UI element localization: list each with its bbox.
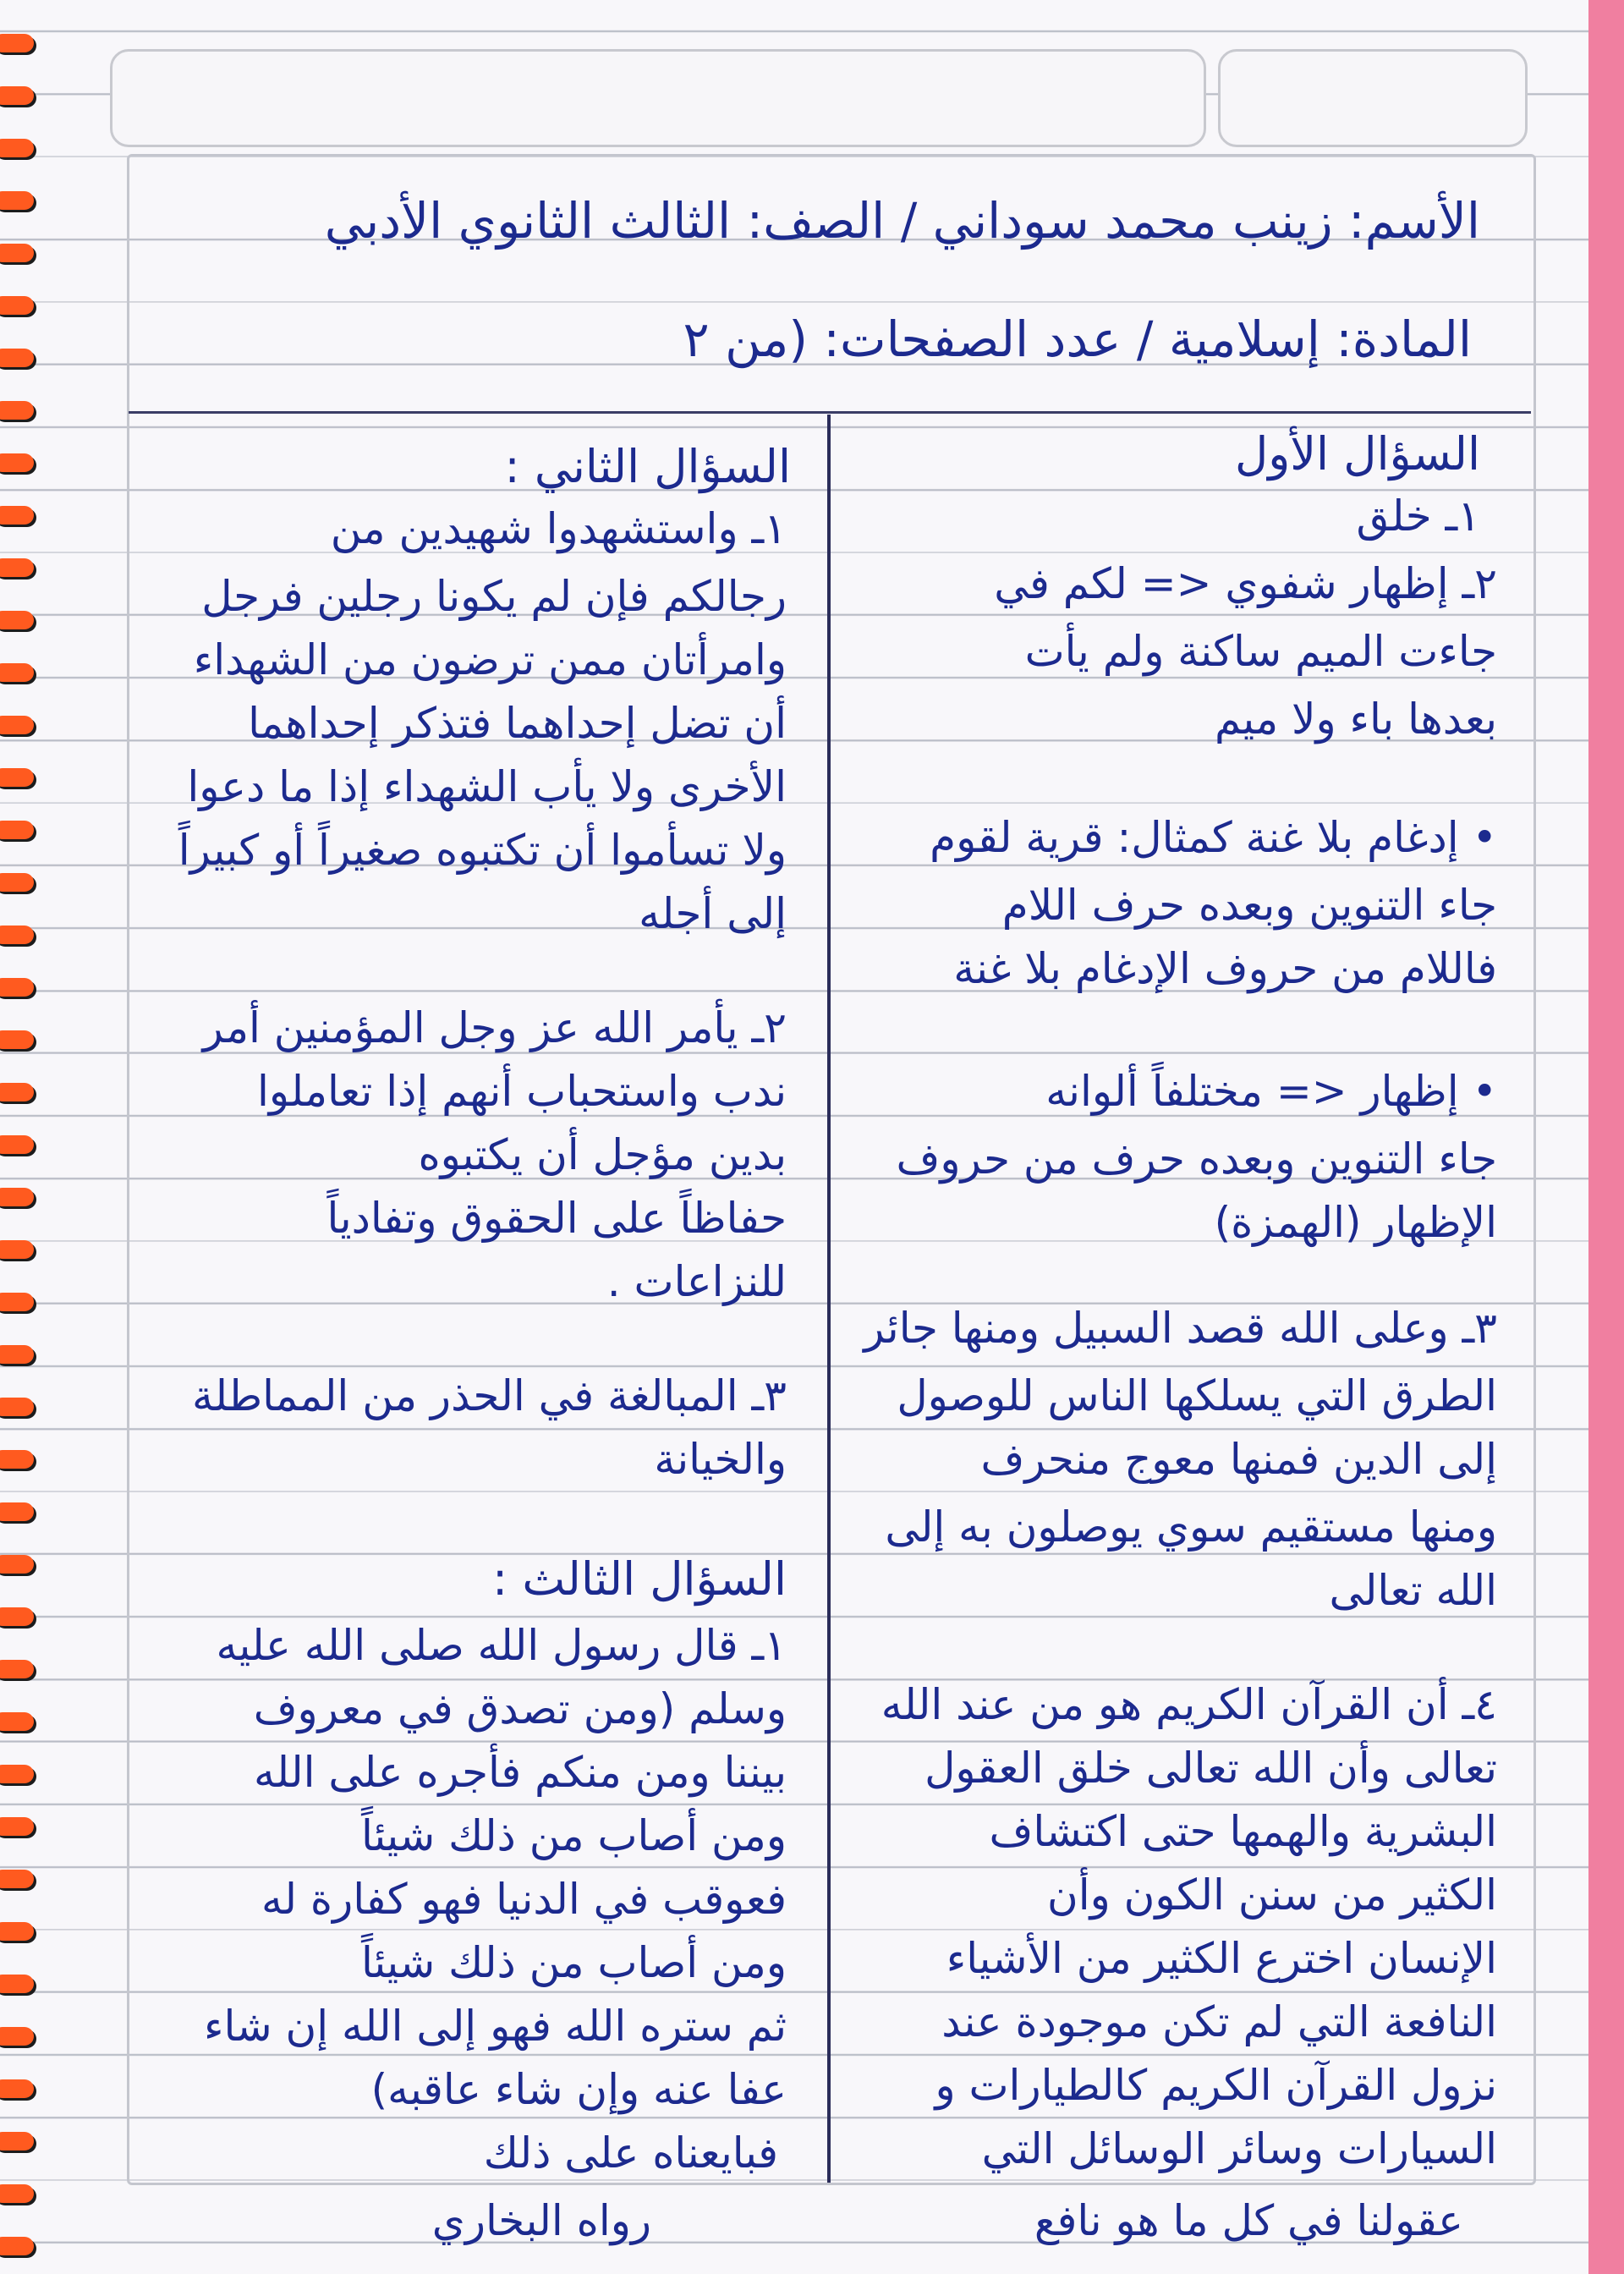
spiral-ring <box>0 1293 34 1311</box>
answer-3-line-7: ثم ستره الله فهو إلى الله إن شاء <box>203 2002 787 2051</box>
answer-2-1-line-4: أن تضل إحداهما فتذكر إحداهما <box>248 699 787 748</box>
answer-1-p4-line-9: عقولنا في كل ما هو نافع <box>1034 2196 1463 2245</box>
answer-2-3-line-2: والخيانة <box>654 1435 787 1484</box>
answer-2-2-line-1: ٢ـ يأمر الله عز وجل المؤمنين أمر <box>202 1003 787 1052</box>
spiral-ring <box>0 1555 34 1574</box>
spiral-ring <box>0 1135 34 1154</box>
spiral-ring <box>0 34 34 52</box>
spiral-ring <box>0 401 34 420</box>
answer-1-p3-line-3: إلى الدين فمنها معوج منحرف <box>980 1435 1497 1484</box>
answer-1-p4-line-4: الكثير من سنن الكون وأن <box>1046 1870 1497 1920</box>
spiral-ring <box>0 1188 34 1206</box>
answer-2-3-line-1: ٣ـ المبالغة في الحذر من المماطلة <box>191 1371 787 1420</box>
answer-1-4-line-2: جاء التنوين وبعده حرف من حروف <box>896 1134 1497 1184</box>
spiral-ring <box>0 506 34 525</box>
spiral-ring <box>0 2079 34 2098</box>
spiral-ring <box>0 1502 34 1521</box>
spiral-ring <box>0 1607 34 1626</box>
column-divider <box>827 415 831 2183</box>
spiral-ring <box>0 139 34 157</box>
answer-2-1-line-2: رجالكم فإن لم يكونا رجلين فرجل <box>201 572 787 621</box>
spiral-ring <box>0 1083 34 1101</box>
spiral-ring <box>0 2027 34 2046</box>
answer-1-1: ١ـ خلق <box>1356 492 1480 541</box>
answer-2-1-line-1: ١ـ واستشهدوا شهيدين من <box>330 504 787 553</box>
spiral-ring <box>0 978 34 997</box>
spiral-ring <box>0 1450 34 1469</box>
spiral-ring <box>0 1870 34 1888</box>
answer-1-p4-line-5: الإنسان اخترع الكثير من الأشياء <box>946 1934 1497 1983</box>
header-underline <box>129 411 1531 414</box>
answer-1-3-line-2: جاء التنوين وبعده حرف اللام <box>1001 881 1497 930</box>
answer-2-1-line-7: إلى أجله <box>639 889 787 938</box>
answer-1-p3-line-2: الطرق التي يسلكها الناس للوصول <box>897 1371 1497 1420</box>
answer-2-2-line-3: بدين مؤجل أن يكتبوه <box>418 1130 787 1179</box>
spiral-ring <box>0 1922 34 1941</box>
spiral-ring <box>0 821 34 839</box>
answer-3-line-9: فبايعناه على ذلك <box>483 2128 778 2178</box>
question-1-title: السؤال الأول <box>1234 427 1480 481</box>
answer-2-1-line-3: وامرأتان ممن ترضون من الشهداء <box>193 635 787 684</box>
answer-1-2-line-1: ٢ـ إظهار شفوي <= لكم في <box>994 559 1497 608</box>
answer-1-p4-line-7: نزول القرآن الكريم كالطيارات و <box>935 2061 1497 2110</box>
answer-2-2-line-5: للنزاعات . <box>606 1257 787 1306</box>
answer-1-p3-line-1: ٣ـ وعلى الله قصد السبيل ومنها جائر <box>864 1304 1497 1353</box>
answer-2-1-line-5: الأخرى ولا يأب الشهداء إذا ما دعوا <box>187 762 787 811</box>
answer-3-line-6: ومن أصاب من ذلك شيئاً <box>360 1938 787 1987</box>
spiral-ring <box>0 2132 34 2150</box>
pink-page-edge <box>1588 0 1624 2274</box>
question-2-title: السؤال الثاني : <box>504 440 791 493</box>
spiral-ring <box>0 296 34 315</box>
answer-1-p4-line-6: النافعة التي لم تكن موجودة عند <box>941 1997 1497 2046</box>
spiral-ring <box>0 926 34 944</box>
answer-1-p4-line-1: ٤ـ أن القرآن الكريم هو من عند الله <box>881 1680 1497 1729</box>
answer-3-line-2: وسلم (ومن تصدق في معروف <box>253 1684 787 1733</box>
answer-2-2-line-4: حفاظاً على الحقوق وتفادياً <box>326 1194 787 1243</box>
answer-1-3-line-1: • إدغام بلا غنة كمثال: قرية لقوم <box>930 813 1497 862</box>
spiral-ring <box>0 244 34 262</box>
answer-1-p3-line-5: الله تعالى <box>1329 1566 1497 1615</box>
spiral-ring <box>0 768 34 787</box>
spiral-ring <box>0 558 34 577</box>
answer-1-p4-line-3: البشرية والهمها حتى اكتشاف <box>989 1807 1497 1856</box>
spiral-ring <box>0 1345 34 1364</box>
spiral-ring <box>0 1817 34 1836</box>
spiral-ring <box>0 1660 34 1678</box>
spiral-ring <box>0 86 34 105</box>
answer-1-2-line-3: بعدها باء ولا ميم <box>1214 695 1497 744</box>
answer-1-p3-line-4: ومنها مستقيم سوي يوصلون به إلى <box>885 1502 1497 1552</box>
spiral-ring <box>0 1240 34 1259</box>
spiral-ring <box>0 191 34 210</box>
spiral-ring <box>0 453 34 472</box>
spiral-binding <box>0 0 44 2274</box>
spiral-ring <box>0 873 34 892</box>
answer-3-line-4: ومن أصاب من ذلك شيئاً <box>360 1811 787 1860</box>
answer-1-3-line-3: فاللام من حروف الإدغام بلا غنة <box>953 944 1497 993</box>
answer-1-p4-line-8: السيارات وسائر الوسائل التي <box>981 2124 1497 2173</box>
answer-1-p4-line-2: تعالى وأن الله تعالى خلق العقول <box>924 1744 1497 1793</box>
spiral-ring <box>0 611 34 629</box>
spiral-ring <box>0 2184 34 2203</box>
spiral-ring <box>0 2237 34 2255</box>
hadith-source: رواه البخاري <box>431 2196 651 2245</box>
question-3-title: السؤال الثالث : <box>492 1552 787 1606</box>
spiral-ring <box>0 1765 34 1783</box>
spiral-ring <box>0 349 34 367</box>
spiral-ring <box>0 1030 34 1049</box>
spiral-ring <box>0 1398 34 1416</box>
subject-info-line: المادة: إسلامية / عدد الصفحات: (من ٢ <box>683 310 1472 368</box>
answer-2-2-line-2: ندب واستحباب أنهم إذا تعاملوا <box>256 1067 787 1116</box>
answer-1-4-line-3: الإظهار (الهمزة) <box>1214 1198 1497 1247</box>
header-box-right <box>1218 49 1528 147</box>
answer-3-line-5: فعوقب في الدنيا فهو كفارة له <box>261 1875 787 1924</box>
student-info-line: الأسم: زينب محمد سوداني / الصف: الثالث الثانوي الأدبي <box>324 192 1480 250</box>
spiral-ring <box>0 716 34 734</box>
spiral-ring <box>0 1975 34 1993</box>
answer-1-2-line-2: جاءت الميم ساكنة ولم يأت <box>1024 627 1497 676</box>
answer-3-line-3: بيننا ومن منكم فأجره على الله <box>253 1748 787 1797</box>
answer-3-line-8: عفا عنه وإن شاء عاقبه) <box>370 2065 787 2114</box>
spiral-ring <box>0 663 34 682</box>
answer-1-4-line-1: • إظهار <= مختلفاً ألوانه <box>1045 1067 1497 1116</box>
answer-2-1-line-6: ولا تسأموا أن تكتبوه صغيراً أو كبيراً <box>178 826 787 875</box>
answer-3-line-1: ١ـ قال رسول الله صلى الله عليه <box>216 1621 787 1670</box>
header-box-left <box>110 49 1206 147</box>
spiral-ring <box>0 1712 34 1731</box>
